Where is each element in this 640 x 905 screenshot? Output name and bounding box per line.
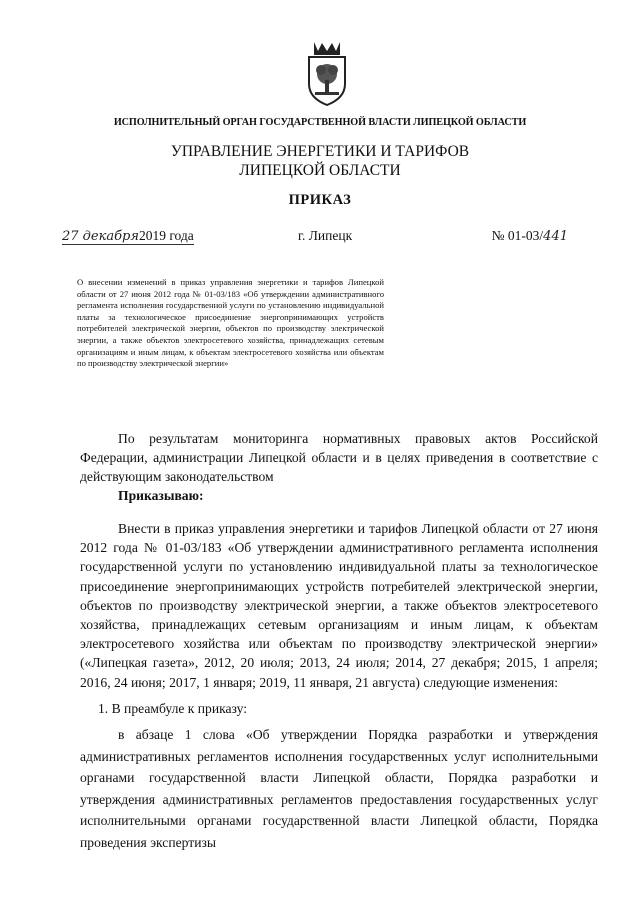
order-word: Приказываю: [118,488,204,503]
handwritten-date: 27 декабря [62,229,139,244]
order-date [62,228,194,244]
list-item-1-text: в абзаце 1 слова «Об утверждении Порядка разработки и утверждения административных регламентов исполнения государственных услуг исполнительными органами государственной власти Липецкой области, Порядка разработки и утверждения административных регламентов предоставления государственных услуг исполнительными органами государственной власти Липецкой области, Порядка проведения экспертизы [80,727,598,850]
list-item-1: 1. В преамбуле к приказу: [98,701,248,716]
coat-of-arms-emblem [302,38,352,106]
printed-year: 2019 года [138,228,194,243]
handwritten-number: 441 [543,229,568,244]
department-name-line2: ЛИПЕЦКОЙ ОБЛАСТИ [239,162,401,179]
order-number-prefix: № 01-03/ [491,228,544,243]
department-name [0,142,640,180]
intro-paragraph: По результатам мониторинга нормативных правовых актов Российской Федерации, администрации Липецкой области и в целях приведения в соответствие с действующим законодательством [80,431,598,485]
main-paragraph: Внести в приказ управления энергетики и тарифов Липецкой области от 27 июня 2012 года № 01-03/183 «Об утверждении административного регламента исполнения государственной услуги по установлению индивидуальной платы за технологическое присоединение энергопринимающих устройств потребителей электрической энергии, объектов по производству электрической энергии, а также объектов электросетевого хозяйства, принадлежащих сетевым организациям и иным лицам, к объектам электросетевого хозяйства или объектам по производству электрической энергии» («Липецкая газета», 2012, 20 июля; 2013, 24 июля; 2014, 27 декабря; 2015, 1 апреля; 2016, 24 июня; 2017, 1 января; 2019, 11 января, 21 августа) следующие изменения: [80,521,598,690]
document-type-title: ПРИКАЗ [288,192,352,208]
city: г. Липецк [298,228,353,243]
department-name-line1: УПРАВЛЕНИЕ ЭНЕРГЕТИКИ И ТАРИФОВ [170,143,470,160]
order-number [492,228,568,244]
issuing-authority: ИСПОЛНИТЕЛЬНЫЙ ОРГАН ГОСУДАРСТВЕННОЙ ВЛАСТИ ЛИПЕЦКОЙ ОБЛАСТИ [113,117,527,128]
order-subject: О внесении изменений в приказ управления энергетики и тарифов Липецкой области от 27 июня 2012 года № 01-03/183 «Об утверждении административного регламента исполнения государственной услуги по установлению индивидуальной платы за технологическое присоединение энергопринимающих устройств потребителей электрической энергии, объектов по производству электрической энергии, а также объектов электросетевого хозяйства, принадлежащих сетевым организациям и иным лицам, к объектам электросетевого хозяйства или объектам по производству электрической энергии» [77,277,384,369]
